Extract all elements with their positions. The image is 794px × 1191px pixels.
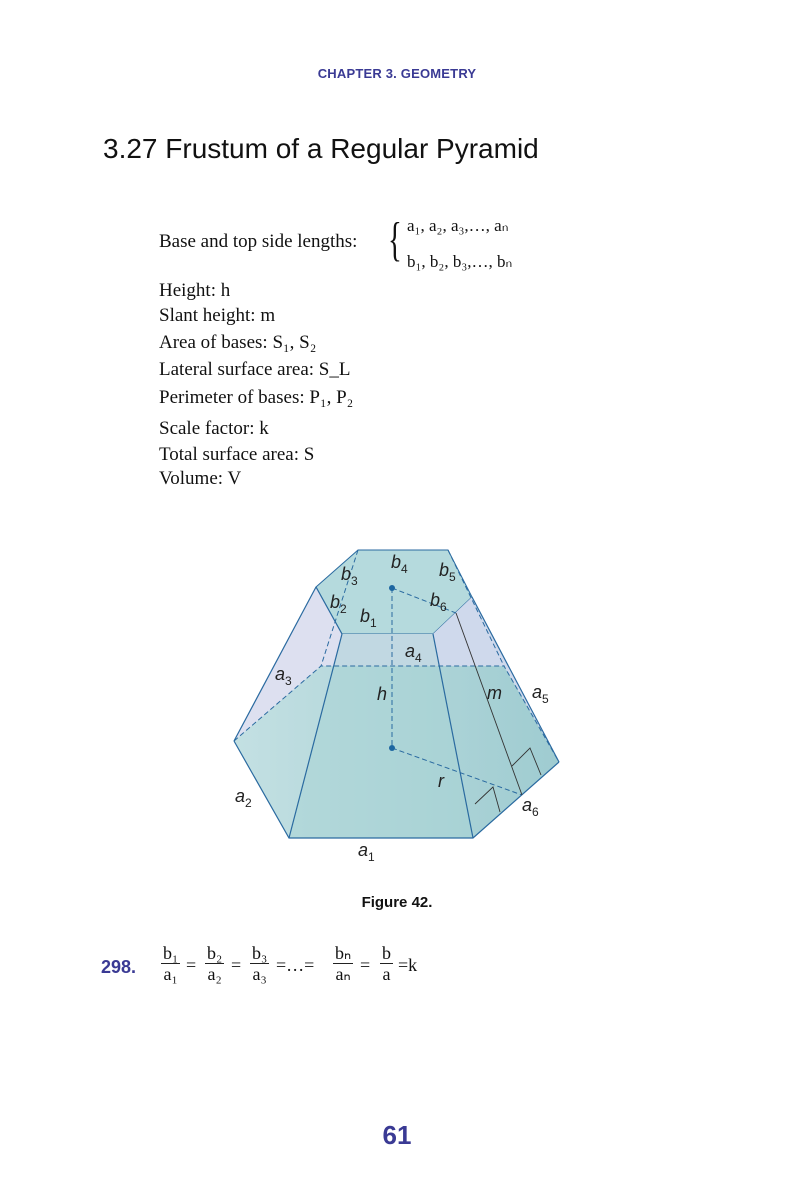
fraction — [380, 943, 393, 984]
sides-b: b₁, b₂, b₃,…, bₙ — [407, 252, 513, 271]
def-volume: Volume: V — [159, 468, 242, 489]
bottom-center-dot — [389, 745, 395, 751]
sides-a: a₁, a₂, a₃,…, aₙ — [407, 216, 509, 235]
chapter-header: CHAPTER 3. GEOMETRY — [317, 66, 477, 81]
numerator: b₃ — [252, 943, 268, 963]
label-a4: $a_4$ — [405, 641, 422, 665]
numerator: b₂ — [207, 943, 223, 963]
ellipsis: =…= — [276, 955, 315, 975]
fraction — [333, 943, 353, 984]
label-a5: $a_5$ — [532, 682, 549, 706]
equals: = — [231, 955, 242, 975]
formula-number: 298. — [101, 957, 137, 977]
numerator: bₙ — [335, 943, 352, 963]
label-a1: $a_1$ — [358, 840, 375, 864]
equals: = — [360, 955, 371, 975]
def-total: Total surface area: S — [159, 444, 315, 465]
label-a6: $a_6$ — [522, 795, 539, 819]
label-a3: $a_3$ — [275, 664, 292, 688]
denominator: a₂ — [207, 964, 222, 984]
fraction — [161, 943, 180, 984]
brace: { — [388, 213, 402, 266]
fraction — [250, 943, 269, 984]
def-height: Height: h — [159, 280, 231, 301]
label-b3: $b_3$ — [341, 564, 358, 588]
value: P₁, P₂ — [309, 387, 354, 408]
page-number: 61 — [382, 1120, 412, 1150]
label-h: h — [377, 684, 388, 704]
denominator: aₙ — [335, 964, 351, 984]
numerator: b₁ — [163, 943, 179, 963]
value: S_L — [318, 359, 351, 380]
label-r: r — [438, 771, 444, 791]
label: Area of bases: — [159, 332, 273, 353]
label-b6: $b_6$ — [430, 590, 447, 614]
def-slant: Slant height: m — [159, 305, 276, 326]
label: Lateral surface area: — [159, 359, 319, 380]
def-scale: Scale factor: k — [159, 418, 269, 439]
fraction — [205, 943, 224, 984]
sides-label: Base and top side lengths: — [159, 231, 358, 252]
label-m: m — [487, 683, 502, 703]
label-b4: $b_4$ — [391, 552, 408, 576]
label: Perimeter of bases: — [159, 387, 310, 408]
denominator: a₁ — [163, 964, 178, 984]
value: S₁, S₂ — [272, 332, 317, 353]
result: =k — [398, 955, 418, 975]
label-b1: $b_1$ — [360, 606, 377, 630]
figure-caption: Figure 42. — [361, 894, 433, 911]
denominator: a — [382, 964, 391, 984]
label-a2: $a_2$ — [235, 786, 252, 810]
equals: = — [186, 955, 197, 975]
top-center-dot — [389, 585, 395, 591]
numerator: b — [382, 943, 391, 963]
denominator: a₃ — [252, 964, 267, 984]
label-b5: $b_5$ — [439, 560, 456, 584]
label-b2: $b_2$ — [330, 592, 347, 616]
section-title: 3.27 Frustum of a Regular Pyramid — [103, 133, 539, 164]
